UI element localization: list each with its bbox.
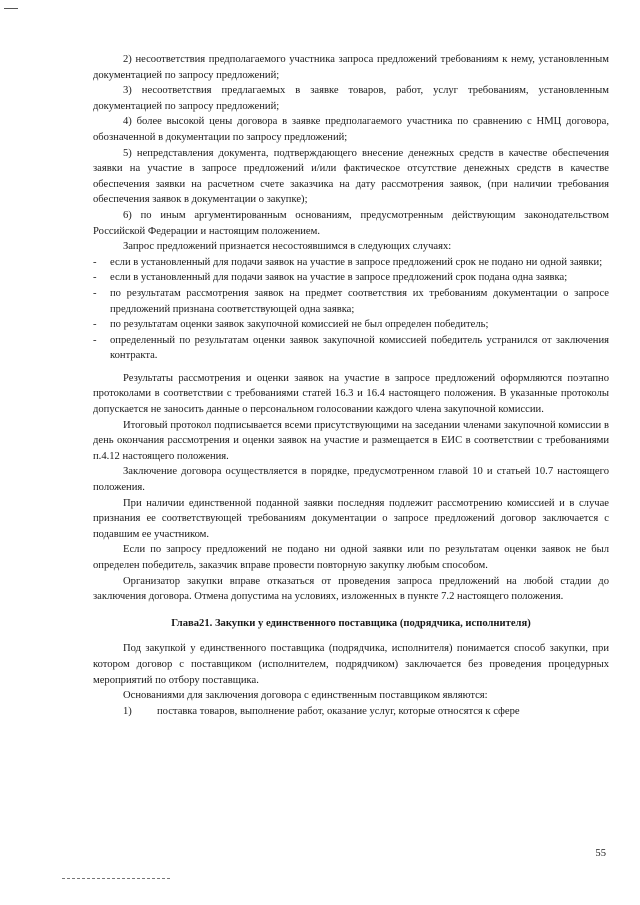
list-item-text: по результатам оценки заявок закупочной комиссией не был определен победитель; xyxy=(110,319,489,331)
paragraph: Если по запросу предложений не подано ни одной заявки или по результатам оценки заявок не был определен победитель, заказчик вправе провести повторную закупку любым способом. xyxy=(93,544,609,571)
list-marker: - xyxy=(93,256,97,268)
list-marker: - xyxy=(93,334,97,346)
list-item xyxy=(93,286,609,317)
paragraph: Результаты рассмотрения и оценки заявок на участие в запросе предложений оформляются поэтапно протоколами в соответствии с требованиями статей 16.3 и 16.4 настоящего положения. В указанные протоколы допускается не заносить данные о персональном голосовании каждого члена закупочной комиссии. xyxy=(93,372,609,416)
paragraph: Под закупкой у единственного поставщика (подрядчика, исполнителя) понимается способ закупки, при котором договор с поставщиком (исполнителем, подрядчиком) заключается без проведения процедурных мероприятий по отбору поставщика. xyxy=(93,643,609,686)
list-item xyxy=(93,333,609,364)
paragraph: Организатор закупки вправе отказаться от проведения запроса предложений на любой стадии до заключения договора. Отмена допустима на условиях, изложенных в пункте 7.2 настоящего положения. xyxy=(93,575,609,603)
paragraph: При наличии единственной поданной заявки последняя подлежит рассмотрению комиссией и в случае признания ее соответствующей требованиям документации о запросе предложений договор заключается с подавшим ее участником. xyxy=(93,497,609,540)
page-number: 55 xyxy=(595,848,606,859)
list-item-text: определенный по результатам оценки заявок закупочной комиссией победитель устранился от заключения контракта. xyxy=(110,334,609,362)
item-number: 1) xyxy=(123,705,132,717)
paragraph: 3) несоответствия предлагаемых в заявке товаров, работ, услуг требованиям, установленным документацией по запросу предложений; xyxy=(93,85,609,112)
paragraph: 2) несоответствия предполагаемого участника запроса предложений требованиям к нему, установленным документацией по запросу предложений; xyxy=(93,54,609,81)
list-item-text: по результатам рассмотрения заявок на предмет соответствия их требованиям документации о запросе предложений признана соответствующей одна заявка; xyxy=(110,287,609,315)
footer-rule xyxy=(62,878,170,879)
numbered-item xyxy=(93,704,609,720)
list-item-text: если в установленный для подачи заявок на участие в запросе предложений срок подана одна заявка; xyxy=(110,272,568,284)
paragraph: 5) непредставления документа, подтверждающего внесение денежных средств в качестве обеспечения заявки на участие в запросе предложений и/или фактическое отсутствие денежных средств в качестве обеспечения заявки на расчетном счете заказчика на дату рассмотрения заявок, (при наличии требования обеспечения заявок в документации о закупке); xyxy=(93,147,609,206)
document-page xyxy=(93,52,609,719)
paragraph: Основаниями для заключения договора с единственным поставщиком являются: xyxy=(123,690,488,702)
list-marker: - xyxy=(93,272,97,284)
list-item xyxy=(93,270,609,286)
paragraph: 6) по иным аргументированным основаниям, предусмотренным действующим законодательством Российской Федерации и настоящим положением. xyxy=(93,209,609,237)
list-marker: - xyxy=(93,287,97,299)
paragraph: Заключение договора осуществляется в порядке, предусмотренном главой 10 и статьей 10.7 настоящего положения. xyxy=(93,466,609,494)
list-item-text: если в установленный для подачи заявок на участие в запросе предложений срок не подано ни одной заявки; xyxy=(110,256,603,268)
list-item xyxy=(93,317,609,333)
unsuccessful-cases-list xyxy=(93,255,609,364)
paragraph: 4) более высокой цены договора в заявке предполагаемого участника по сравнению с НМЦ договора, обозначенной в документации по запросу предложений; xyxy=(93,116,609,143)
paragraph: Итоговый протокол подписывается всеми присутствующими на заседании членами закупочной комиссии в день окончания рассмотрения и оценки заявок на участие и размещается в ЕИС в соответствии с требованиями п.4.12 настоящего положения. xyxy=(93,419,609,462)
item-text: поставка товаров, выполнение работ, оказание услуг, которые относятся к сфере xyxy=(157,705,520,717)
list-marker: - xyxy=(93,319,97,331)
corner-scan-mark xyxy=(4,8,18,9)
list-item xyxy=(93,255,609,271)
chapter-heading: Глава21. Закупки у единственного поставщика (подрядчика, исполнителя) xyxy=(171,617,531,629)
list-intro: Запрос предложений признается несостоявшимся в следующих случаях: xyxy=(123,241,452,253)
